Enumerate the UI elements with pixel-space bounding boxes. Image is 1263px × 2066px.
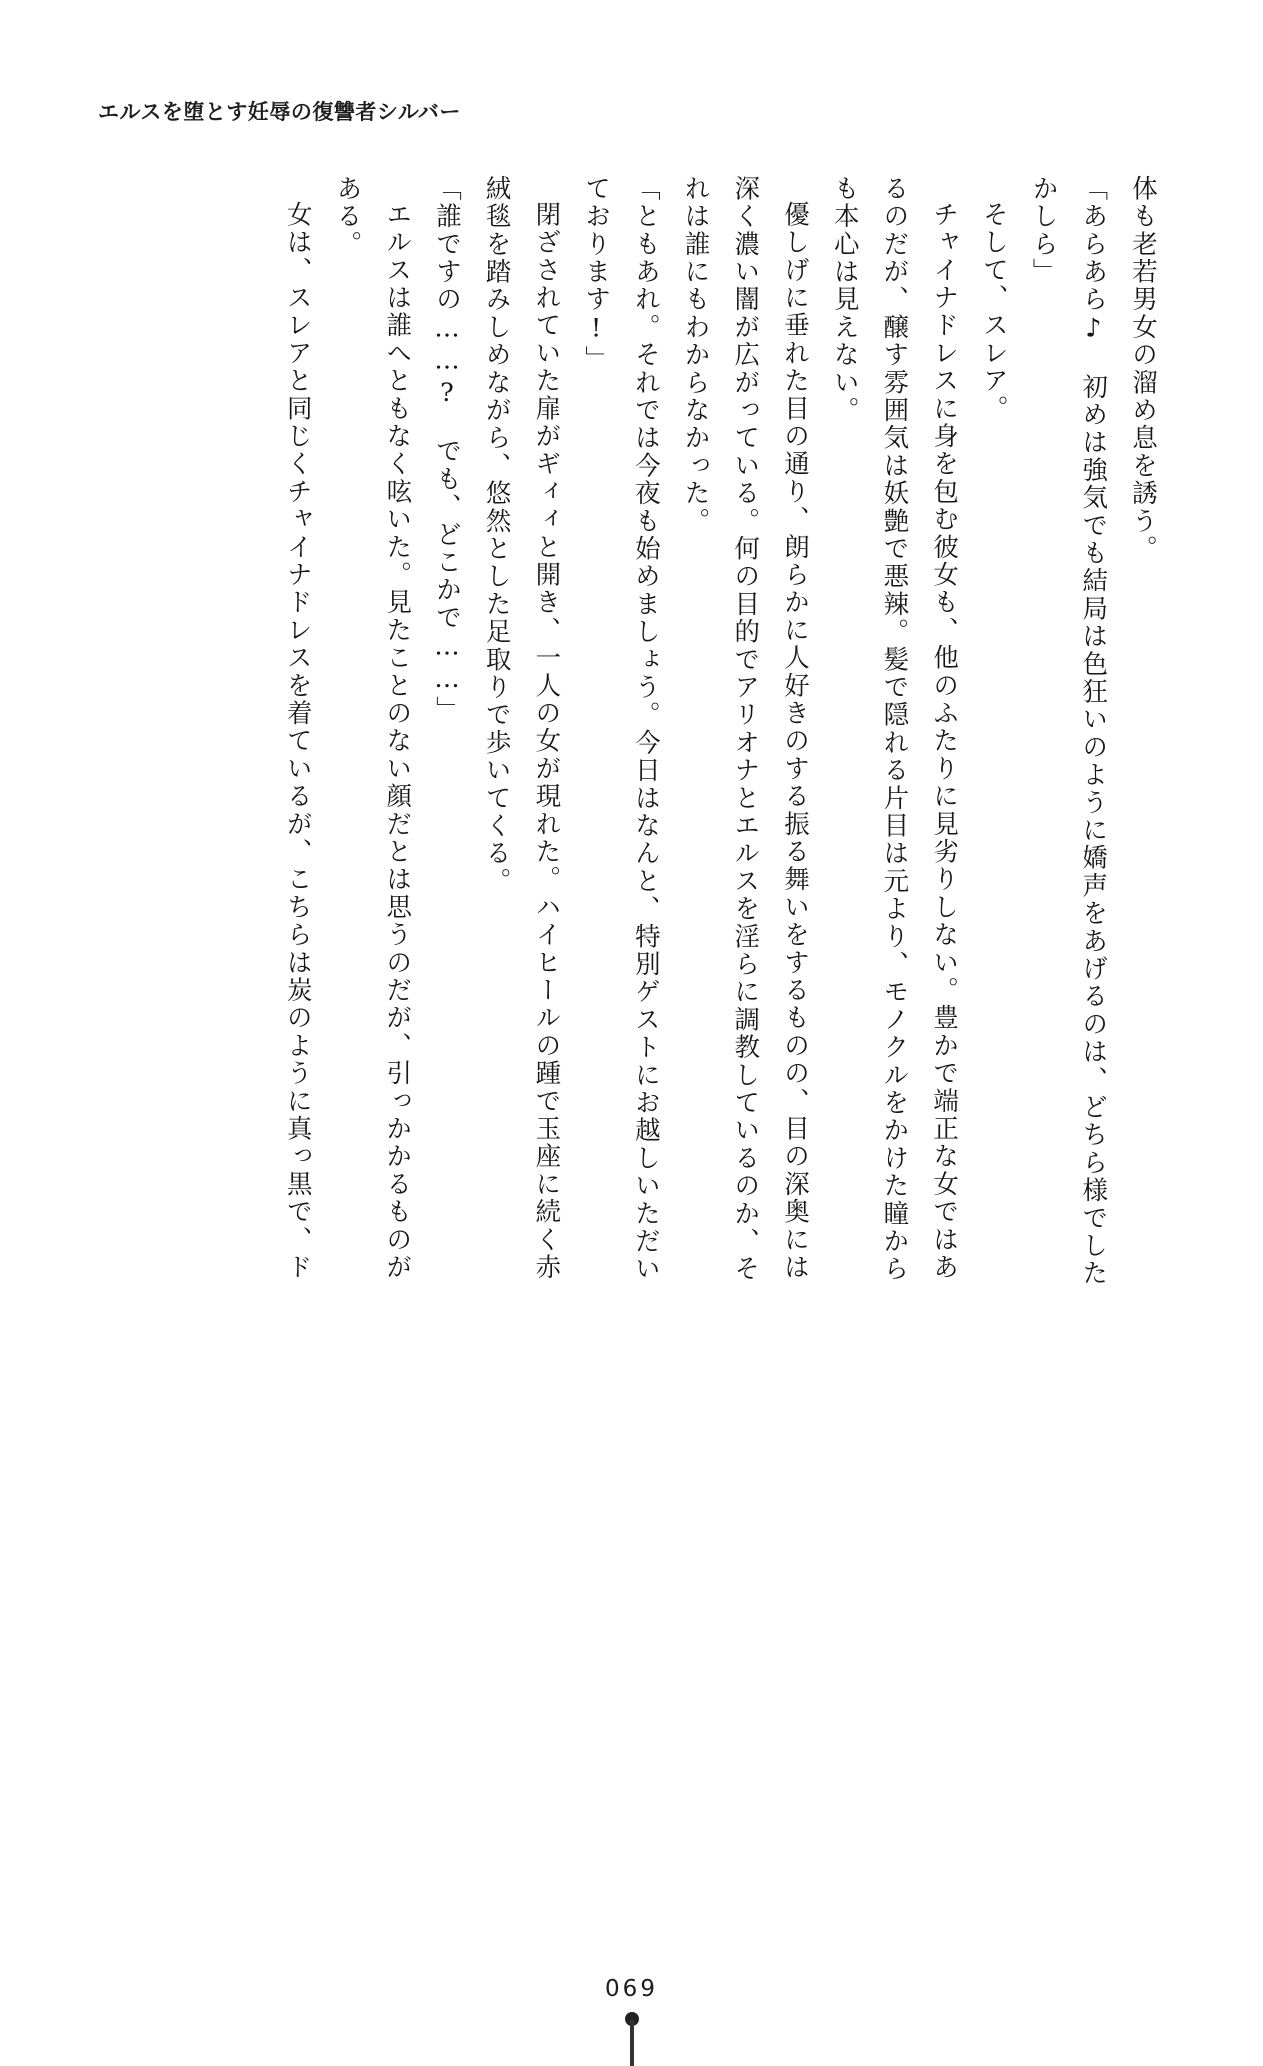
paragraph: 「誰ですの……? でも、どこかで……」 — [431, 175, 462, 724]
paragraph: 「ともあれ。それでは今夜も始めましょう。今日はなんと、特別ゲストにお越しいただいております!」 — [581, 175, 661, 1283]
paragraph: 優しげに垂れた目の通り、朗らかに人好きのする振る舞いをするものの、目の深奥には深く濃い闇が広がっている。何の目的でアリオナとエルスを淫らに調教しているのか、それは誰にもわからなかった。 — [680, 175, 810, 1283]
running-header: エルスを堕とす妊辱の復讐者シルバー — [98, 100, 461, 124]
paragraph: 体も老若男女の溜め息を誘う。 — [1128, 175, 1158, 563]
paragraph: そして、スレア。 — [978, 200, 1009, 423]
paragraph: チャイナドレスに身を包む彼女も、他のふたりに見劣りしない。豊かで端正な女ではあるのだが、醸す雰囲気は妖艶で悪辣。髪で隠れる片目は元より、モノクルをかけた瞳からも本心は見えない。 — [829, 175, 960, 1283]
paragraph: 「あらあら♪ 初めは強気でも結局は色狂いのように嬌声をあげるのは、どちら様でしたかしら」 — [1028, 175, 1109, 1288]
body-text-block — [282, 175, 1167, 1295]
spine-bar-mark — [630, 2020, 634, 2066]
paragraph: 女は、スレアと同じくチャイナドレスを着ているが、こちらは炭のように真っ黒で、ド — [282, 200, 313, 1281]
paragraph: 閉ざされていた扉がギィィと開き、一人の女が現れた。ハイヒールの踵で玉座に続く赤絨毯を踏みしめながら、悠然とした足取りで歩いてくる。 — [481, 175, 562, 1281]
page-number: 069 — [605, 1976, 658, 2002]
paragraph: エルスは誰へともなく呟いた。見たことのない顔だとは思うのだが、引っかかるものがある。 — [332, 175, 413, 1281]
